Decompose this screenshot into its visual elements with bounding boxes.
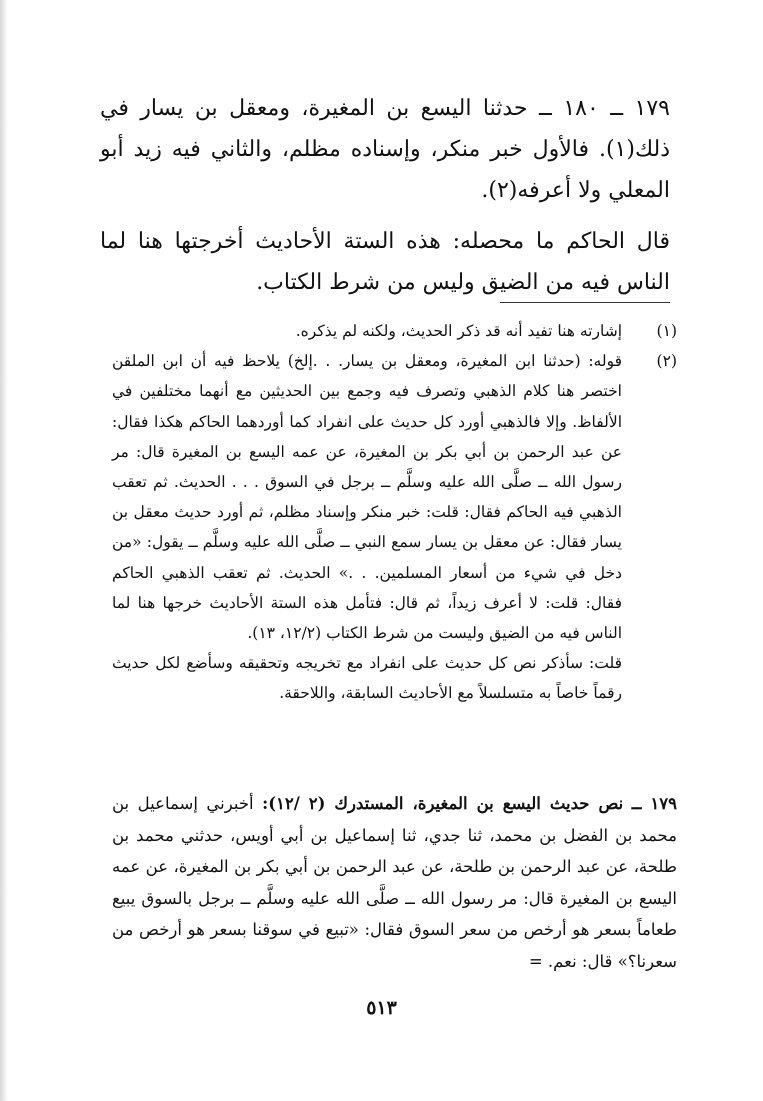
hadith-entry <box>112 788 677 978</box>
footnote-number: (٢) <box>656 352 677 371</box>
footnote-text: إشارته هنا تفيد أنه قد ذكر الحديث، ولكنه لم يذكره. <box>295 322 622 340</box>
hadith-entry-heading: نص حديث اليسع بن المغيرة، المستدرك (٢ /١٢): <box>262 794 624 813</box>
footnote-separator <box>500 302 670 303</box>
hadith-entry-text <box>112 788 677 978</box>
main-text <box>100 88 670 303</box>
page-number: ٥١٣ <box>366 997 397 1019</box>
footnotes <box>112 316 677 709</box>
footnote-text: قوله: (حدثنا ابن المغيرة، ومعقل بن يسار. . .إلخ) يلاحظ فيه أن ابن الملقن اختصر هنا كلام الذهبي وتصرف فيه وجمع بين الحديثين مع أنهما مختلفين في الألفاظ. وإلا فالذهبي أورد كل حديث على انفراد كما أوردهما الحاكم هكذا فقال: عن عبد الرحمن بن أبي بكر بن المغيرة، عن عمه اليسع بن المغيرة قال: مر رسول الله ــ صلَّى الله عليه وسلَّم ــ برجل في السوق . . . الحديث. ثم تعقب الذهبي فيه الحاكم فقال: قلت: خبر منكر وإسناد مظلم، ثم أورد حديث معقل بن يسار فقال: عن معقل بن يسار سمع النبي ــ صلَّى الله عليه وسلَّم ــ يقول: «من دخل في شيء من أسعار المسلمين. . .» الحديث. ثم تعقب الذهبي الحاكم فقال: قلت: لا أعرف زيداً، ثم قال: فتأمل هذه الستة الأحاديث خرجها هنا لما الناس فيه من الضيق وليست من شرط الكتاب (١٢/٢، ١٣). <box>112 352 622 643</box>
editor-note: قلت: سأذكر نص كل حديث على انفراد مع تخريجه وتحقيقه وسأضع لكل حديث رقماً خاصاً به متسلسلاً مع الأحاديث السابقة، واللاحقة. <box>112 654 622 703</box>
footnote-number: (١) <box>656 322 677 340</box>
footnote-2 <box>112 346 677 648</box>
main-paragraph-1: ١٧٩ ــ ١٨٠ ــ حدثنا اليسع بن المغيرة، ومعقل بن يسار في ذلك(١). فالأول خبر منكر، وإسناده مظلم، والثاني فيه زيد أبو المعلي ولا أعرفه(٢). <box>100 96 670 203</box>
footnote-1 <box>112 316 677 346</box>
hadith-entry-body: أخبرني إسماعيل بن محمد بن الفضل بن محمد، ثنا جدي، ثنا إسماعيل بن أبي أويس، حدثني محمد بن طلحة، عن عبد الرحمن بن طلحة، عن عبد الرحمن بن أبي بكر بن المغيرة، عن عمه اليسع بن المغيرة قال: مر رسول الله ــ صلَّى الله عليه وسلَّم ــ برجل بالسوق يبيع طعاماً بسعر هو أرخص من سعر السوق فقال: «تبيع في سوقنا بسعر هو أرخص من سعرنا؟» قال: نعم. = <box>112 794 677 971</box>
main-paragraph-2: قال الحاكم ما محصله: هذه الستة الأحاديث أخرجتها هنا لما الناس فيه من الضيق وليس من شرط الكتاب. <box>100 229 670 295</box>
hadith-entry-number: ١٧٩ ــ <box>631 794 677 813</box>
page-binding-shadow <box>0 0 8 1101</box>
